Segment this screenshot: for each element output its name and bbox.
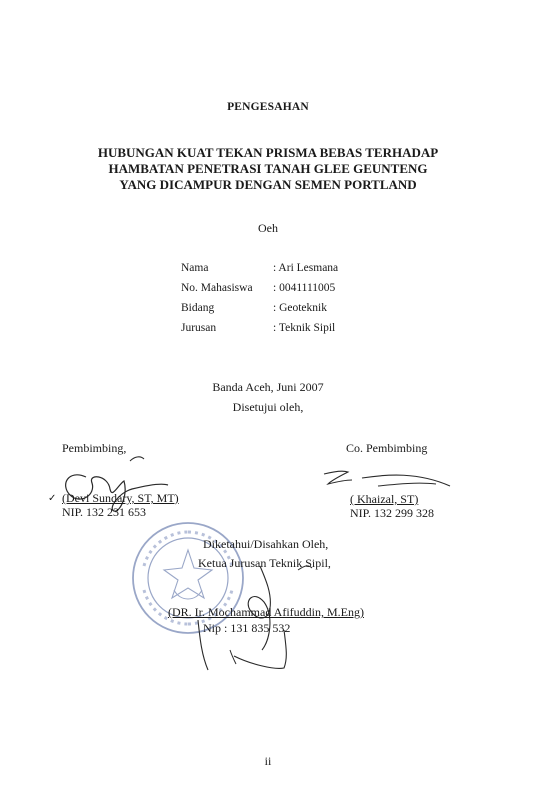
acknowledged-line-1: Diketahui/Disahkan Oleh, <box>203 537 329 551</box>
supervisor-nip: NIP. 132 231 653 <box>62 505 147 519</box>
info-value-field: : Geoteknik <box>273 302 327 314</box>
info-value-name: : Ari Lesmana <box>273 262 339 274</box>
info-label-department: Jurusan <box>181 322 217 334</box>
supervisor-role: Pembimbing, <box>62 441 127 455</box>
co-supervisor-nip: NIP. 132 299 328 <box>350 506 435 520</box>
info-value-department: : Teknik Sipil <box>273 322 336 334</box>
thesis-title-line-1: HUBUNGAN KUAT TEKAN PRISMA BEBAS TERHADAP <box>97 145 439 160</box>
info-label-student-number: No. Mahasiswa <box>181 282 253 294</box>
co-supervisor-role: Co. Pembimbing <box>346 441 428 455</box>
by-label: Oeh <box>258 221 278 235</box>
co-supervisor-name: ( Khaizal, ST) <box>350 492 419 506</box>
info-value-student-number: : 0041111005 <box>273 282 336 294</box>
info-label-name: Nama <box>181 262 209 274</box>
acknowledged-line-2: Ketua Jurusan Teknik Sipil, <box>198 556 331 570</box>
page-number: ii <box>264 754 272 768</box>
supervisor-name: (Devi Sundary, ST, MT) <box>62 491 179 505</box>
place-date: Banda Aceh, Juni 2007 <box>212 380 324 394</box>
approved-by-label: Disetujui oleh, <box>232 400 304 414</box>
thesis-title-line-2: HAMBATAN PENETRASI TANAH GLEE GEUNTENG <box>108 161 428 176</box>
page-heading: PENGESAHAN <box>227 101 309 113</box>
head-of-department-nip: Nip : 131 835 532 <box>203 621 291 635</box>
thesis-title-line-3: YANG DICAMPUR DENGAN SEMEN PORTLAND <box>119 177 417 192</box>
head-of-department-name: (DR. Ir. Mochammad Afifuddin, M.Eng) <box>168 605 364 619</box>
thesis-title <box>40 145 496 193</box>
tick-mark: ✓ <box>48 493 57 504</box>
info-label-field: Bidang <box>181 302 215 314</box>
